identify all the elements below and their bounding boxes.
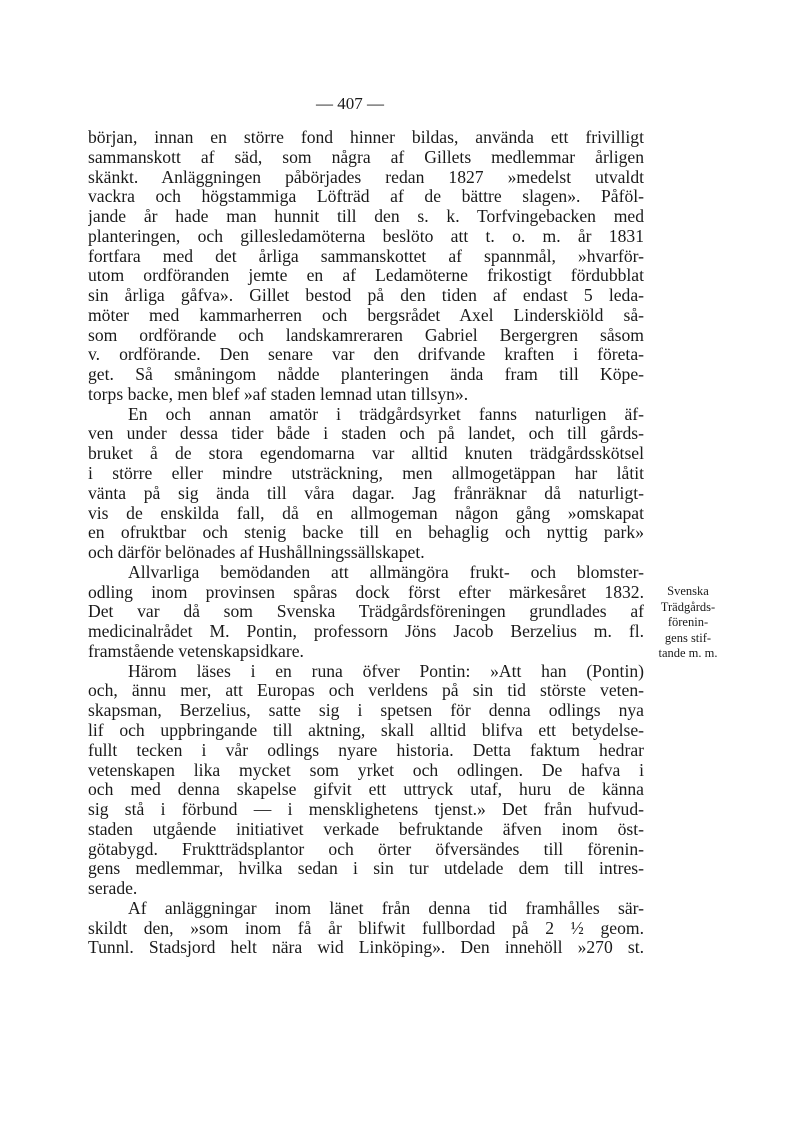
text-line: serade.	[88, 879, 138, 899]
text-line: fortfara med det årliga sammanskottet af spannmål, »hvarför-	[88, 246, 644, 266]
text-line: och med denna skapelse gifvit ett uttryck utaf, huru de känna	[88, 780, 644, 800]
text-line: skänkt. Anläggningen påbörjades redan 1827 »medelst utvaldt	[88, 167, 644, 187]
margin-note-line: Svenska	[667, 584, 709, 598]
margin-note	[648, 584, 728, 662]
text-line: framstående vetenskapsidkare.	[88, 641, 304, 661]
text-line: sin årliga gåfva». Gillet bestod på den tiden af endast 5 leda-	[88, 286, 644, 306]
text-line: fullt tecken i vår odlings nyare historia. Detta faktum hedrar	[88, 740, 644, 760]
body-text	[88, 128, 644, 958]
text-line: planteringen, och gillesledamöterna beslöto att t. o. m. år 1831	[88, 226, 644, 246]
text-line: jande år hade man hunnit till den s. k. Torfvingebacken med	[88, 207, 644, 227]
text-line: Af anläggningar inom länet från denna tid framhålles sär-	[128, 898, 644, 918]
margin-note-line: Trädgårds-	[660, 599, 716, 614]
text-line: staden utgående initiativet verkade befruktande äfven inom öst-	[88, 819, 644, 839]
text-line: vänta på sig ända till våra dagar. Jag frånräknar då naturligt-	[88, 483, 644, 503]
margin-note-line: gens stif-	[664, 630, 712, 645]
text-line: sammanskott af säd, som några af Gillets medlemmar årligen	[88, 147, 644, 167]
text-line: Allvarliga bemödanden att allmängöra frukt- och blomster-	[128, 562, 644, 582]
text-line: början, innan en större fond hinner bildas, använda ett frivilligt	[88, 128, 644, 147]
text-line: sig stå i förbund — i mensklighetens tjenst.» Det från hufvud-	[88, 800, 644, 820]
text-line: get. Så småningom nådde planteringen ända fram till Köpe-	[88, 365, 644, 385]
text-line: Det var då som Svenska Trädgårdsföreningen grundlades af	[88, 602, 644, 622]
text-line: utom ordföranden jemte en af Ledamöterne frikostigt fördubblat	[88, 266, 644, 286]
text-line: en ofruktbar och stenig backe till en behaglig och nyttig park»	[88, 523, 644, 543]
text-line: medicinalrådet M. Pontin, professorn Jöns Jacob Berzelius m. fl.	[88, 622, 644, 642]
text-line: i större eller mindre utsträckning, men allmogetäppan har låtit	[88, 464, 644, 484]
text-line: och därför belönades af Hushållningssällskapet.	[88, 543, 425, 563]
text-line: vis de enskilda fall, då en allmogeman någon gång »omskapat	[88, 503, 644, 523]
text-line: och, ännu mer, att Europas och verldens på sin tid störste veten-	[88, 681, 644, 701]
text-line: Tunnl. Stadsjord helt nära wid Linköping». Den innehöll »270 st.	[88, 938, 644, 958]
page-number: — 407 —	[316, 94, 384, 113]
paragraph	[88, 128, 644, 405]
text-line: Härom läses i en runa öfver Pontin: »Att han (Pontin)	[128, 661, 644, 681]
text-line: gens medlemmar, hvilka sedan i sin tur utdelade dem till intres-	[88, 859, 644, 879]
paragraph	[88, 405, 644, 563]
paragraph	[88, 662, 644, 899]
text-line: odling inom provinsen spåras dock först efter märkesåret 1832.	[88, 582, 644, 602]
text-line: En och annan amatör i trädgårdsyrket fanns naturligen äf-	[128, 404, 644, 424]
text-line: torps backe, men blef »af staden lemnad utan tillsyn».	[88, 384, 469, 404]
text-line: möter med kammarherren och bergsrådet Axel Linderskiöld så-	[88, 305, 644, 325]
text-line: som ordförande och landskamreraren Gabriel Bergergren såsom	[88, 325, 644, 345]
text-line: vackra och högstammiga Löfträd af de bättre slagen». Påföl-	[88, 187, 644, 207]
text-line: ven under dessa tider både i staden och på landet, och till gårds-	[88, 424, 644, 444]
text-line: vetenskapen lika mycket som yrket och odlingen. De hafva i	[88, 760, 644, 780]
paragraph	[88, 899, 644, 958]
text-line: lif och uppbringande till aktning, skall alltid blifva ett betydelse-	[88, 720, 644, 740]
text-line: götabygd. Fruktträdsplantor och örter öfversändes till förenin-	[88, 839, 644, 859]
text-line: skapsman, Berzelius, satte sig i spetsen för denna odlings nya	[88, 701, 644, 721]
text-line: v. ordförande. Den senare var den drifvande kraften i företa-	[88, 345, 644, 365]
margin-note-line: tande m. m.	[658, 646, 718, 660]
paragraph	[88, 563, 644, 662]
text-line: bruket å de stora egendomarna var alltid knuten trädgårdsskötsel	[88, 444, 644, 464]
margin-note-line: förenin-	[667, 615, 709, 629]
text-line: skildt den, »som inom få år blifwit fullbordad på 2 ½ geom.	[88, 918, 644, 938]
